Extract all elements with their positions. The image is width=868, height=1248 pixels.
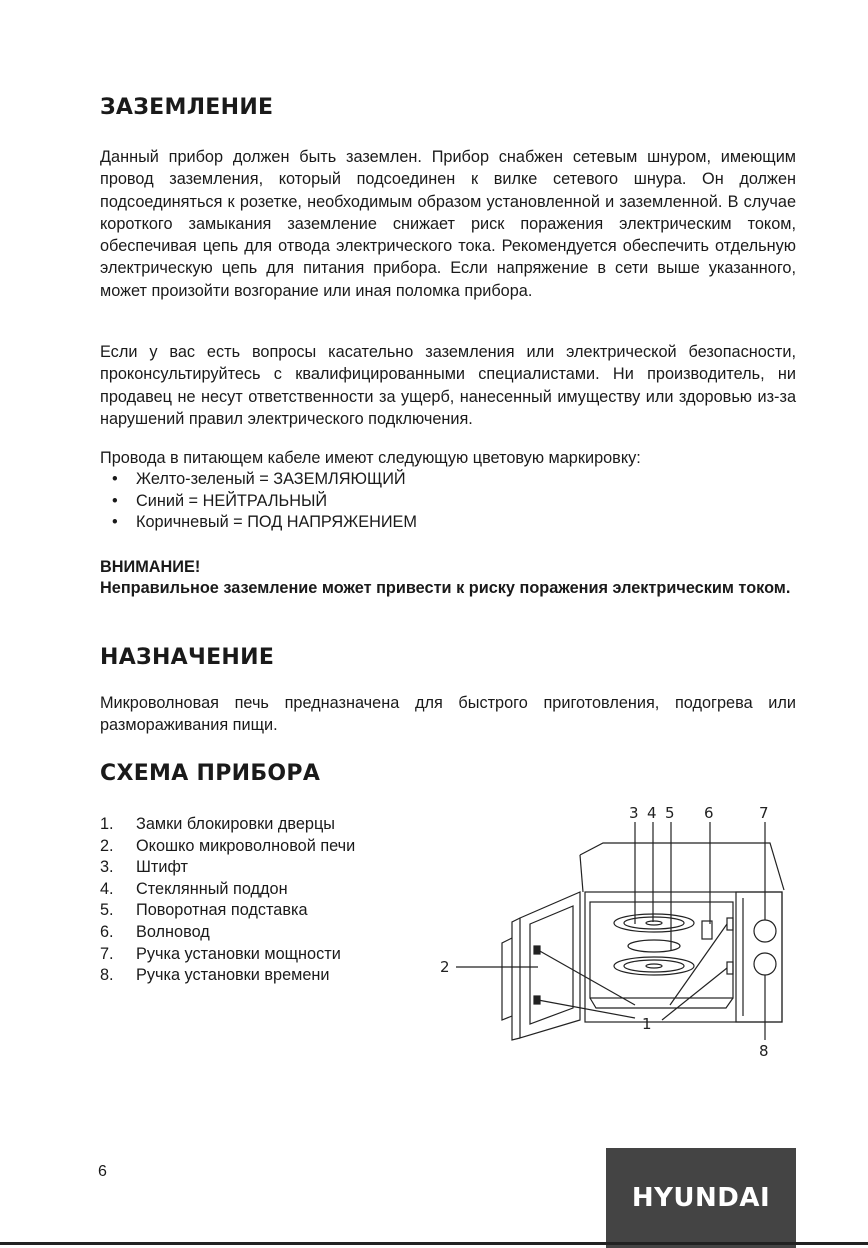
microwave-body-top [580,843,784,890]
footer-rule [0,1242,868,1245]
microwave-diagram [430,800,800,1065]
callout-label: 1 [642,1015,652,1033]
door-window [530,906,573,1024]
power-knob [754,920,776,942]
callout-label: 3 [629,804,639,822]
callout-label: 4 [647,804,657,822]
callout-label: 7 [759,804,769,822]
callout-label: 2 [440,958,450,976]
parts-list-item: 5. Поворотная подставка [100,901,308,920]
door-latch-slot [727,918,733,930]
brand-logo [606,1148,796,1248]
wire-colors-intro: Провода в питающем кабеле имеют следующую цветовую маркировку: [100,449,641,467]
section-heading-grounding: ЗАЗЕМЛЕНИЕ [100,95,274,120]
section-heading-scheme: СХЕМА ПРИБОРА [100,761,321,786]
parts-list-item: 6. Волновод [100,922,210,941]
brand-logo-text: HYUNDAI [631,1183,771,1213]
warning-text: Неправильное заземление может привести к риску поражения электрическим током. [100,579,791,597]
wire-color-list [112,469,417,534]
grounding-paragraph-2: Если у вас есть вопросы касательно заземления или электрической безопасности, проконсультируйтесь с квалифицированными специалистами. Ни производитель, ни продавец не несут ответственности за ущерб, нанесенный имуществу или здоровью из-за нарушений правил электрического подключения. [100,343,796,428]
wire-color-item: • Коричневый = ПОД НАПРЯЖЕНИЕМ [112,512,417,534]
door-latch-slot [727,962,733,974]
warning-title: ВНИМАНИЕ! [100,558,201,576]
grounding-paragraph-1: Данный прибор должен быть заземлен. Прибор снабжен сетевым шнуром, имеющим провод заземления, который подсоединен к вилке сетевого шнура. Он должен подсоединяться к розетке, необходимым образом установленной и заземленной. В случае короткого замыкания заземление снижает риск поражения электрическим током, обеспечивая цепь для отвода электрического тока. Рекомендуется обеспечить отдельную электрическую цепь для питания прибора. Если напряжение в сети выше указанного, может произойти возгорание или иная поломка прибора. [100,148,796,300]
wire-color-item: • Желто-зеленый = ЗАЗЕМЛЯЮЩИЙ [112,469,417,491]
callout-label: 8 [759,1042,769,1060]
section-heading-purpose: НАЗНАЧЕНИЕ [100,645,275,670]
parts-list-item: 4. Стеклянный поддон [100,879,288,898]
parts-list-item: 8. Ручка установки времени [100,966,330,985]
pin [646,921,662,925]
callout-label: 6 [704,804,714,822]
microwave-cavity [590,902,733,998]
parts-list-item: 1. Замки блокировки дверцы [100,815,335,833]
page-number: 6 [98,1163,107,1180]
turntable-ring [628,940,680,952]
door-handle [502,938,512,1020]
parts-list [100,814,355,987]
parts-list-item: 7. Ручка установки мощности [100,944,341,963]
purpose-paragraph: Микроволновая печь предназначена для быстрого приготовления, подогрева или размораживания пищи. [100,694,796,735]
parts-list-item: 3. Штифт [100,858,188,877]
callout-label: 5 [665,804,675,822]
wire-color-item: • Синий = НЕЙТРАЛЬНЫЙ [112,491,417,513]
parts-list-item: 2. Окошко микроволновой печи [100,836,356,855]
timer-knob [754,953,776,975]
